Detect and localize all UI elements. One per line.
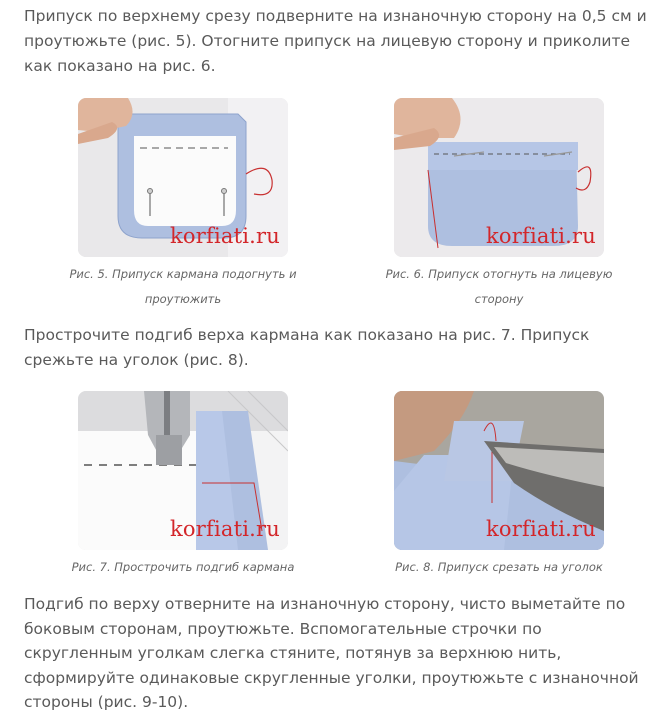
paragraph-1: Припуск по верхнему срезу подверните на изнаночную сторону на 0,5 см и проутюжьте (рис. 5). Отогните припуск на лицевую сторону и приколите как показано на рис. 6. [24, 7, 647, 75]
caption-line: сторону [474, 292, 524, 306]
watermark: korfiati.ru [486, 224, 597, 248]
caption-line: Рис. 5. Припуск кармана подогнуть и [69, 267, 297, 281]
figure-6-photo [394, 98, 604, 257]
watermark: korfiati.ru [170, 224, 281, 248]
caption-line: Рис. 6. Припуск отогнуть на лицевую [385, 267, 613, 281]
figure-7-caption [40, 555, 326, 580]
figure-8-photo [394, 391, 604, 550]
figure-5-photo [78, 98, 288, 257]
watermark: korfiati.ru [486, 517, 597, 541]
paragraph-3: Подгиб по верху отверните на изнаночную сторону, чисто выметайте по боковым сторонам, проутюжьте. Вспомогательные строчки по скругленным уголкам слегка стяните, потянув за верхнюю нить, сформируйте одинаковые скругленные уголки, проутюжьте с изнаночной стороны (рис. 9-10). [24, 595, 639, 711]
figure-7-photo [78, 391, 288, 550]
caption-line: Рис. 8. Припуск срезать на уголок [395, 560, 603, 574]
caption-line: проутюжить [144, 292, 222, 306]
figure-5-caption [40, 262, 326, 312]
paragraph-2: Прострочите подгиб верха кармана как показано на рис. 7. Припуск срежьте на уголок (рис. 8). [24, 326, 590, 369]
figure-6-caption [356, 262, 642, 312]
watermark: korfiati.ru [170, 517, 281, 541]
figure-8-caption [356, 555, 642, 580]
caption-line: Рис. 7. Прострочить подгиб кармана [71, 560, 295, 574]
